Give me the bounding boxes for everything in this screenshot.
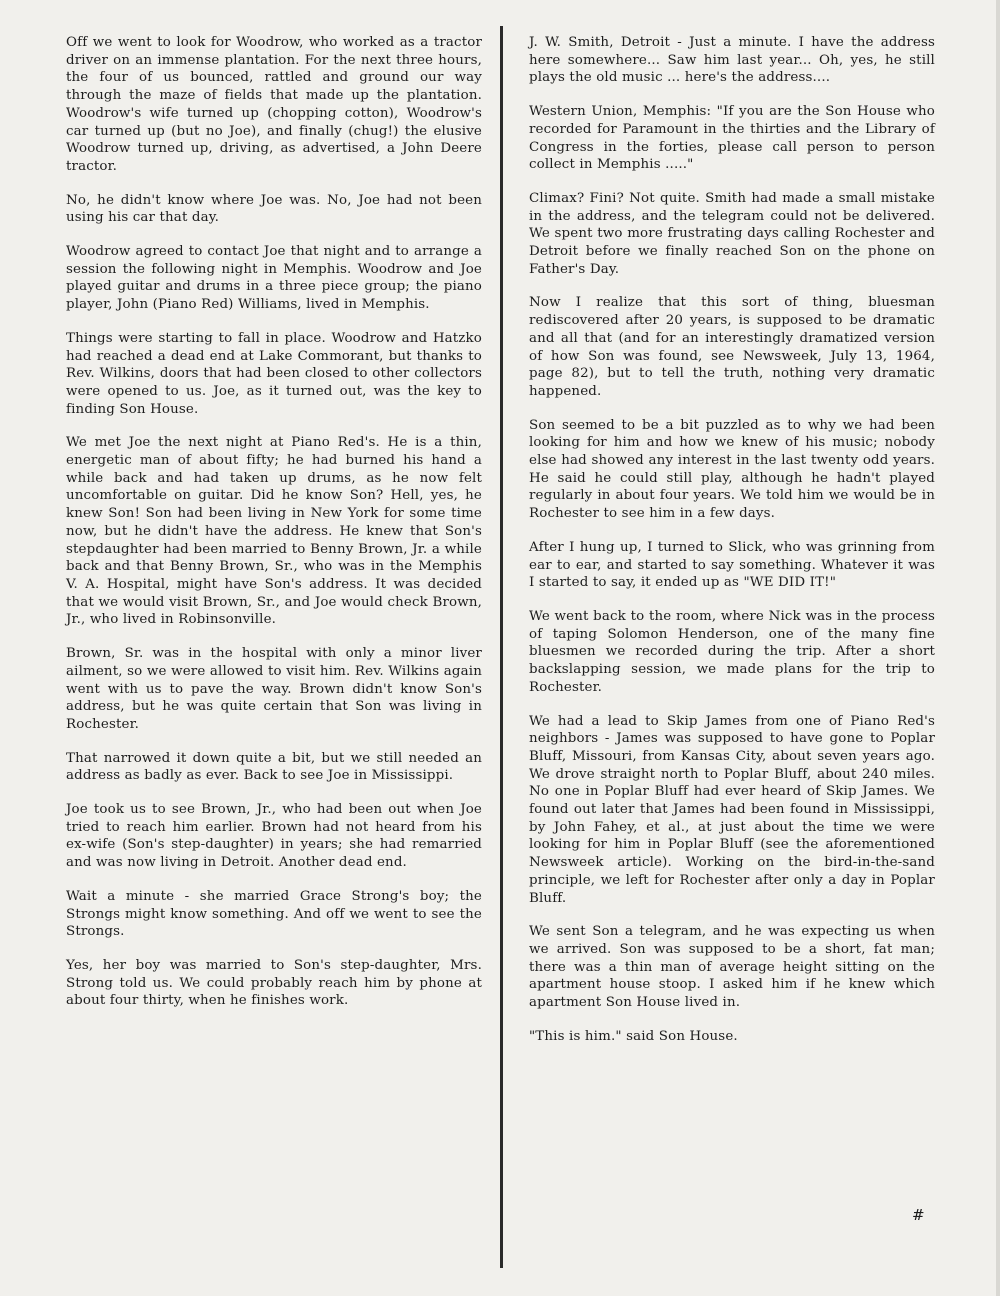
paragraph: We met Joe the next night at Piano Red's. He is a thin, energetic man of about fifty; he had burned his hand a while back and had taken up drums, as he now felt uncomfortable on guitar. Did he know Son? Hell, yes, he knew Son! Son had been living in New York for some time now, but he didn't have the address. He knew that Son's stepdaughter had been married to Benny Brown, Jr. a while back and that Benny Brown, Sr., who was in the Memphis V. A. Hospital, might have Son's address. It was decided that we would visit Brown, Sr., and Joe would check Brown, Jr., who lived in Robinsonville. [66, 435, 482, 628]
right-column [529, 34, 935, 1061]
paragraph: We went back to the room, where Nick was in the process of taping Solomon Henderson, one of the many fine bluesmen we recorded during the trip. After a short backslapping session, we made plans for the trip to Rochester. [529, 608, 935, 695]
paragraph: We sent Son a telegram, and he was expecting us when we arrived. Son was supposed to be a short, fat man; there was a thin man of average height sitting on the apartment house stoop. I asked him if he knew which apartment Son House lived in. [529, 924, 935, 1011]
paragraph: After I hung up, I turned to Slick, who was grinning from ear to ear, and started to say something. Whatever it was I started to say, it ended up as "WE DID IT!" [529, 539, 935, 591]
paragraph: Brown, Sr. was in the hospital with only a minor liver ailment, so we were allowed to visit him. Rev. Wilkins again went with us to pave the way. Brown didn't know Son's address, but he was quite certain that Son was living in Rochester. [66, 646, 482, 732]
paragraph: That narrowed it down quite a bit, but we still needed an address as badly as ever. Back to see Joe in Mississippi. [66, 750, 482, 784]
paragraph: "This is him." said Son House. [529, 1028, 738, 1044]
page-edge [996, 0, 1000, 1296]
paragraph: J. W. Smith, Detroit - Just a minute. I have the address here somewhere... Saw him last year... Oh, yes, he still plays the old music ... here's the address.... [529, 35, 935, 86]
paragraph: Now I realize that this sort of thing, bluesman rediscovered after 20 years, is supposed to be dramatic and all that (and for an interestingly dramatized version of how Son was found, see Newsweek, July 13, 1964, page 82), but to tell the truth, nothing very dramatic happened. [529, 295, 935, 399]
paragraph: Western Union, Memphis: "If you are the Son House who recorded for Paramount in the thirties and the Library of Congress in the forties, please call person to person collect in Memphis ....." [529, 104, 935, 173]
paragraph: Off we went to look for Woodrow, who worked as a tractor driver on an immense plantation. For the next three hours, the four of us bounced, rattled and ground our way through the maze of fields that made up the plantation. Woodrow's wife turned up (chopping cotton), Woodrow's car turned up (but no Joe), and finally (chug!) the elusive Woodrow turned up, driving, as advertised, a John Deere tractor. [66, 35, 482, 174]
paragraph: Climax? Fini? Not quite. Smith had made a small mistake in the address, and the telegram could not be delivered. We spent two more frustrating days calling Rochester and Detroit before we finally reached Son on the phone on Father's Day. [529, 190, 935, 277]
paragraph: Things were starting to fall in place. Woodrow and Hatzko had reached a dead end at Lake Commorant, but thanks to Rev. Wilkins, doors that had been closed to other collectors were opened to us. Joe, as it turned out, was the key to finding Son House. [66, 330, 482, 417]
column-divider [500, 26, 503, 1268]
paragraph: Son seemed to be a bit puzzled as to why we had been looking for him and how we knew of his music; nobody else had showed any interest in the last twenty odd years. He said he could still play, although he hadn't played regularly in about four years. We told him we would be in Rochester to see him in a few days. [529, 417, 935, 522]
paragraph: Joe took us to see Brown, Jr., who had been out when Joe tried to reach him earlier. Brown had not heard from his ex-wife (Son's step-daughter) in years; she had remarried and was now living in Detroit. Another dead end. [66, 802, 482, 871]
paragraph: Woodrow agreed to contact Joe that night and to arrange a session the following night in Memphis. Woodrow and Joe played guitar and drums in a three piece group; the piano player, John (Piano Red) Williams, lived in Memphis. [66, 244, 482, 313]
paragraph: We had a lead to Skip James from one of Piano Red's neighbors - James was supposed to have gone to Poplar Bluff, Missouri, from Kansas City, about seven years ago. We drove straight north to Poplar Bluff, about 240 miles. No one in Poplar Bluff had ever heard of Skip James. We found out later that James had been found in Mississippi, by John Fahey, et al., at just about the time we were looking for him in Poplar Bluff (see the aforementioned Newsweek article). Working on the bird-in-the-sand principle, we left for Rochester after only a day in Poplar Bluff. [529, 713, 935, 906]
paragraph: Yes, her boy was married to Son's step-daughter, Mrs. Strong told us. We could probably reach him by phone at about four thirty, when he finishes work. [66, 957, 482, 1009]
end-mark: # [912, 1206, 925, 1224]
paragraph: Wait a minute - she married Grace Strong's boy; the Strongs might know something. And off we went to see the Strongs. [66, 888, 482, 940]
left-column [66, 34, 482, 1026]
paragraph: No, he didn't know where Joe was. No, Joe had not been using his car that day. [66, 192, 482, 226]
